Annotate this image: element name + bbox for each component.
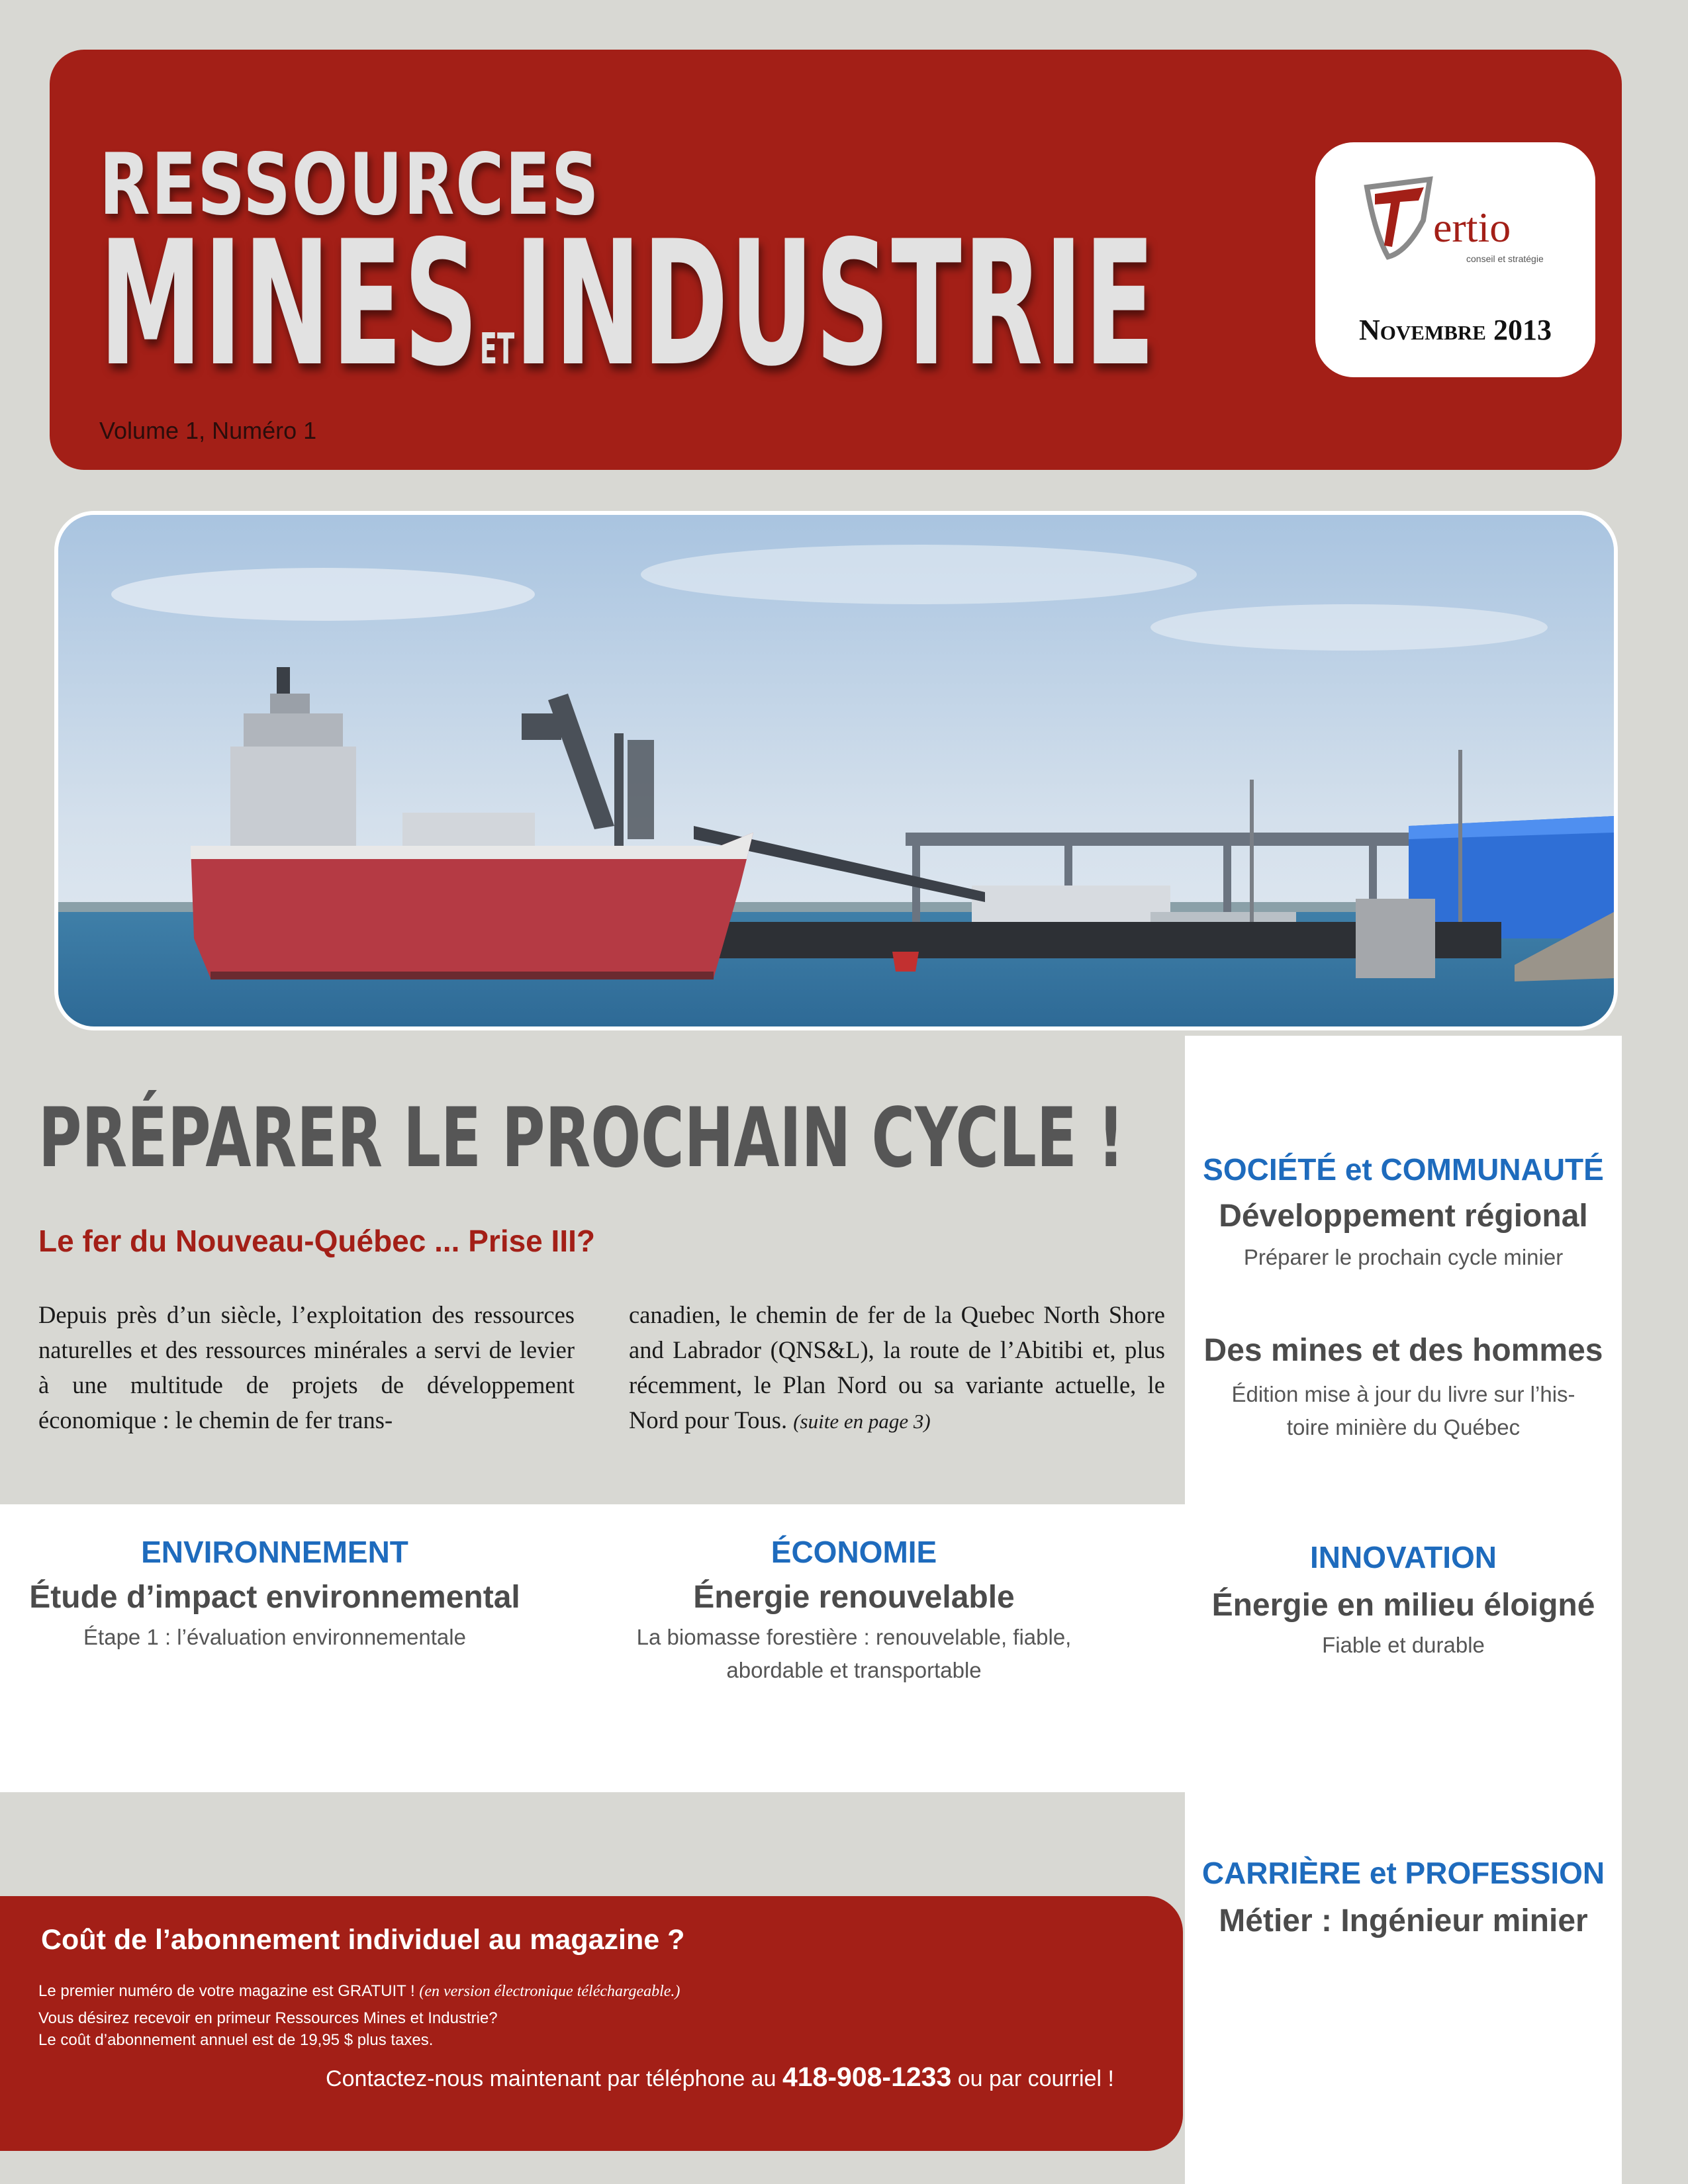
issue-date: Novembre 2013: [1359, 314, 1552, 346]
subscription-box: [0, 1896, 1183, 2151]
article-body-column-2-text: canadien, le chemin de fer de la Quebec North Shore and Labrador (QNS&L), la route de l’Abitibi et, plus récemment, le Plan Nord ou sa variante actuelle, le Nord pour Tous.: [629, 1301, 1165, 1433]
subscription-line-1-text: Le premier numéro de votre magazine est GRATUIT !: [38, 1982, 420, 2000]
feature-carriere[interactable]: [1185, 1855, 1622, 1939]
article-body-column-2: [629, 1297, 1165, 1439]
main-headline: PRÉPARER LE PROCHAIN CYCLE !: [38, 1091, 1125, 1186]
tertio-wordmark: ertio: [1433, 204, 1511, 251]
contact-text-after: ou par courriel !: [951, 2066, 1114, 2091]
feature-innovation[interactable]: [1185, 1539, 1622, 1662]
tertio-shield-icon: [1360, 174, 1440, 260]
masthead: [50, 50, 1622, 470]
feature-category: CARRIÈRE et PROFESSION: [1201, 1856, 1605, 1890]
feature-environnement[interactable]: [20, 1534, 530, 1654]
feature-description-line-2: toire minière du Québec: [1286, 1415, 1521, 1439]
phone-number-link[interactable]: 418-908-1233: [782, 2062, 952, 2092]
subscription-title: Coût de l’abonnement individuel au magazine ?: [41, 1924, 685, 1956]
feature-description: Étape 1 : l’évaluation environnementale: [83, 1625, 466, 1649]
tertio-logo-card: [1315, 142, 1595, 377]
continued-on-page-link[interactable]: (suite en page 3): [793, 1410, 931, 1433]
feature-title: Des mines et des hommes: [1203, 1333, 1603, 1368]
feature-title: Étude d’impact environnemental: [29, 1580, 520, 1615]
feature-description-line-1: Édition mise à jour du livre sur l’his-: [1231, 1382, 1575, 1406]
feature-societe[interactable]: [1185, 1152, 1622, 1274]
subscription-line-1: [38, 1982, 680, 2001]
contact-text-before: Contactez-nous maintenant par téléphone au: [326, 2066, 782, 2091]
sidebar-panel-bottom: [1185, 1792, 1622, 2184]
cover-photo-ship-at-dock: [54, 511, 1618, 1030]
feature-category: INNOVATION: [1310, 1540, 1497, 1574]
main-subheadline: Le fer du Nouveau-Québec ... Prise III?: [38, 1224, 595, 1258]
tertio-tagline: conseil et stratégie: [1466, 253, 1544, 264]
feature-description: Préparer le prochain cycle minier: [1243, 1245, 1564, 1269]
feature-title: Développement régional: [1219, 1199, 1588, 1234]
article-body-column-1: Depuis près d’un siècle, l’exploitation des ressources naturelles et des ressources minérales a servi de levier à une multitude de projets de développement économique : le chemin de fer trans-: [38, 1301, 575, 1433]
feature-category: ÉCONOMIE: [771, 1535, 937, 1569]
feature-title: Énergie renouvelable: [693, 1580, 1015, 1615]
feature-category: SOCIÉTÉ et COMMUNAUTÉ: [1203, 1152, 1604, 1187]
feature-title: Énergie en milieu éloigné: [1211, 1588, 1595, 1623]
feature-category: ENVIRONNEMENT: [141, 1535, 408, 1569]
ship-at-port-illustration: [58, 515, 1614, 1026]
feature-economie[interactable]: [583, 1534, 1125, 1687]
feature-title: Métier : Ingénieur minier: [1219, 1903, 1588, 1938]
masthead-title-mines-industrie: [99, 205, 1157, 435]
masthead-title-ressources: RESSOURCES: [99, 136, 600, 234]
masthead-et: ET: [479, 325, 515, 374]
subscription-line-3: Le coût d’abonnement annuel est de 19,95 $ plus taxes.: [38, 2031, 434, 2049]
subscription-contact: [0, 2062, 1440, 2093]
masthead-industrie: INDUSTRIE: [514, 205, 1157, 404]
feature-mines-hommes[interactable]: [1185, 1332, 1622, 1444]
masthead-mines: MINES: [99, 205, 480, 404]
volume-number: Volume 1, Numéro 1: [99, 417, 317, 444]
subscription-line-2: Vous désirez recevoir en primeur Ressources Mines et Industrie?: [38, 2009, 498, 2027]
feature-description: Fiable et durable: [1322, 1633, 1485, 1657]
feature-description-line-1: La biomasse forestière : renouvelable, fiable,: [636, 1625, 1072, 1649]
feature-description-line-2: abordable et transportable: [726, 1658, 982, 1682]
subscription-line-1-note: (en version électronique téléchargeable.): [419, 1983, 680, 2000]
